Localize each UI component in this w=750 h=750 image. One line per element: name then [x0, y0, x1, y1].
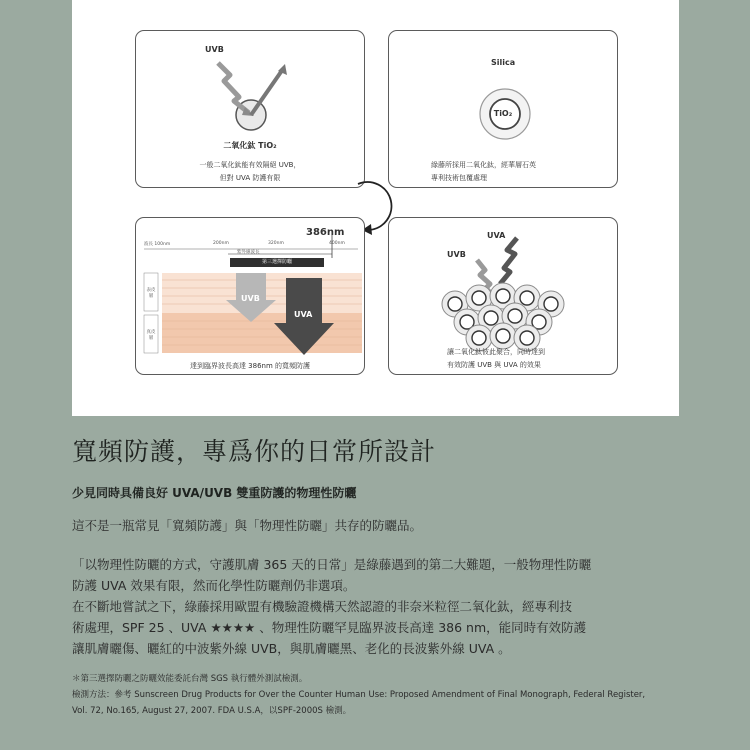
- body-line: 術處理，SPF 25 、UVA ★★★★ 、物理性防曬罕見臨界波長高達 386 nm，能同時有效防護: [72, 620, 587, 635]
- tick-400: 400nm: [329, 241, 345, 246]
- subheading: 少見同時具備良好 UVA/UVB 雙重防護的物理性防曬: [72, 486, 357, 500]
- particle-core: [484, 311, 498, 325]
- footnote-line: 檢測方法：參考 Sunscreen Drug Products for Over the Counter Human Use: Proposed Amendment of Final Monograph, Federal Register,: [72, 690, 646, 700]
- tick-100: 波長 100nm: [144, 242, 171, 247]
- intro-paragraph: 這不是一瓶常見「寬頻防護」與「物理性防曬」共存的防曬品。: [72, 518, 423, 533]
- main-heading: 寬頻防護，專爲你的日常所設計: [72, 437, 437, 466]
- caption-line-2: 但對 UVA 防護有限: [219, 174, 281, 182]
- uvb-arrow-label: UVB: [241, 294, 260, 303]
- diagram-panel: [72, 0, 679, 416]
- footnote-line: ＊第三選擇防曬之防曬效能委託台灣 SGS 執行體外測試檢測。: [72, 674, 308, 684]
- particle-core: [472, 331, 486, 345]
- particle-core: [496, 329, 510, 343]
- caption-line-2: 有效防護 UVB 與 UVA 的效果: [447, 361, 541, 369]
- peak-wavelength-label: 386nm: [306, 227, 345, 238]
- tio2-core-label: TiO₂: [493, 109, 513, 118]
- particle-core: [544, 297, 558, 311]
- particle-core: [496, 289, 510, 303]
- silica-label: Silica: [491, 58, 516, 67]
- uv-range-label: 紫外線波長: [237, 250, 260, 255]
- tick-200: 200nm: [213, 241, 229, 246]
- dermis-label: 真皮層: [146, 330, 156, 341]
- card-wavelength-chart: [135, 217, 365, 375]
- card-title: 二氧化鈦 TiO₂: [223, 141, 277, 150]
- uvb-label: UVB: [205, 45, 224, 54]
- uvb-label: UVB: [447, 250, 466, 259]
- particle-core: [472, 291, 486, 305]
- footnote-line: Vol. 72, No.165, August 27, 2007. FDA U.S.A，以SPF-2000S 檢測。: [72, 706, 352, 716]
- caption: 達到臨界波長高達 386nm 的寬頻防護: [189, 362, 311, 370]
- body-line: 防護 UVA 效果有限，然而化學性防曬劑仍非選項。: [72, 578, 356, 593]
- body-line: 在不斷地嘗試之下，綠藤採用歐盟有機驗證機構天然認證的非奈米粒徑二氧化鈦，經專利技: [72, 599, 573, 614]
- caption-line-2: 專利技術包覆處理: [431, 174, 487, 182]
- caption-line-1: 綠藤所採用二氧化鈦，經華層石英: [431, 161, 536, 169]
- caption-line-1: 讓二氧化鈦彼此聚合，同時達到: [447, 348, 545, 356]
- uva-label: UVA: [487, 231, 506, 240]
- body-line: 讓肌膚曬傷、曬紅的中波紫外線 UVB，與肌膚曬黑、老化的長波紫外線 UVA 。: [72, 641, 511, 656]
- tick-320: 320nm: [268, 241, 284, 246]
- caption-line-1: 一般二氧化鈦能有效隔絕 UVB，: [199, 161, 301, 169]
- uva-arrow-label: UVA: [294, 310, 313, 319]
- epidermis-label: 表皮層: [146, 288, 156, 299]
- body-line: 「以物理性防曬的方式，守護肌膚 365 天的日常」是綠藤遇到的第二大難題，一般物理性防曬: [72, 557, 592, 572]
- particle-core: [520, 291, 534, 305]
- particle-core: [520, 331, 534, 345]
- card-aggregated-particles: [388, 217, 618, 375]
- particle-core: [448, 297, 462, 311]
- particle-core: [508, 309, 522, 323]
- third-choice-band: 第三選擇防曬: [230, 258, 324, 267]
